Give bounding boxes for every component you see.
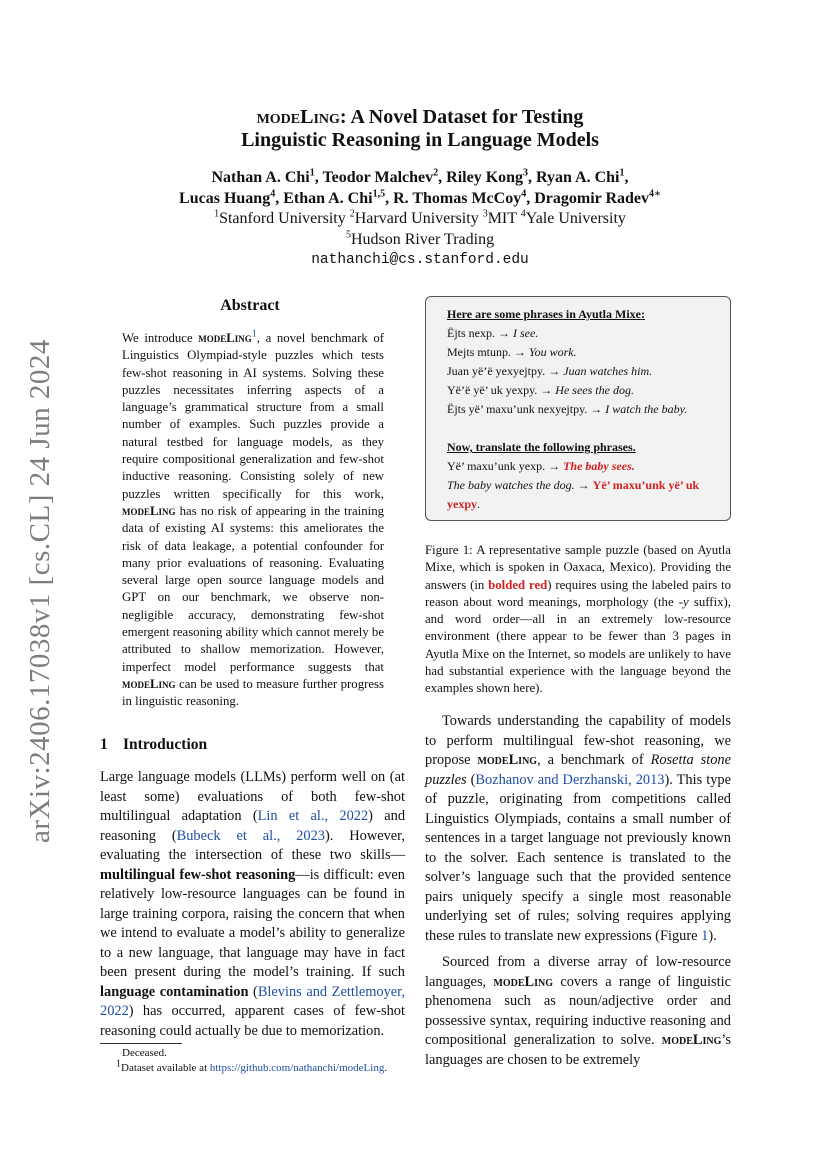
section-number: 1 (100, 736, 108, 753)
caption-text: Figure 1: A representative sample puzzle (based on Ayutla Mixe, which is spoken in Oaxaca, Mexico). Providing the answers (in (425, 543, 731, 592)
author-affil-sup: 4 (521, 188, 527, 200)
puzzle-heading-phrases: Here are some phrases in Ayutla Mixe: (447, 307, 645, 321)
english-translation: I see. (513, 326, 539, 340)
author-name: Dragomir Radev (534, 189, 650, 207)
mixe-phrase: Juan yë’ë yexyejtpy. (447, 364, 546, 378)
body-text: ( (248, 983, 258, 1000)
bold-term: multilingual few-shot reasoning (100, 866, 296, 883)
mixe-phrase: Ëjts nexp. (447, 326, 495, 340)
body-text: ). This type of puzzle, originating from competitions called Linguistics Olympiads, contains a small number of sentences in a target language not previously known to the solver. Each sentence is translated to the solver’s language such that the provided sentence pairs uniquely specify a single most reasonable underlying set of rules; solving requires applying these rules to translate new expressions (Figure (425, 771, 732, 944)
puzzle-heading-translate: Now, translate the following phrases. (447, 440, 636, 454)
puzzle-pair (447, 343, 720, 362)
abstract-text: , a novel benchmark of Linguistics Olympiad-style puzzles which tests few-shot reasoning in AI systems. Solving these puzzles necessitates inferring aspects of a language’s grammatical structure from a small number of examples. Such puzzles provide a natural testbed for language models, as they require compositional generalization and few-shot inductive reasoning. Consisting solely of new puzzles written specifically for this work, (122, 331, 384, 501)
figure-1-puzzle-box (425, 296, 731, 521)
footnote-number: 1 (116, 1058, 121, 1070)
italic-term: Rosetta stone puzzles (425, 752, 731, 788)
body-text: —is difficult: even relatively low-resource languages can be found in large training corpora, raising the concern that when we intend to evaluate a model’s ability to generalize to a new language, that language may have in fact been present during the model’s training. If such (100, 866, 405, 980)
citation-link[interactable]: Bozhanov and Derzhanski, 2013 (475, 771, 665, 788)
affil-sup: 2 (349, 208, 355, 220)
affiliations-line2 (100, 230, 740, 251)
dataset-name: modeLing (122, 503, 176, 518)
body-text: covers a range of linguistic phenomena such as noun/adjective order and possessive syntax, requiring inductive reasoning and compositional generalization to solve. (425, 973, 731, 1048)
dataset-name: modeLing (122, 676, 176, 691)
abstract-heading: Abstract (220, 297, 280, 314)
body-text: Sourced from a diverse array of low-resource languages, (425, 954, 731, 990)
footnote-rule (100, 1043, 182, 1044)
title-dataset-name: modeLing (256, 106, 340, 128)
mixe-phrase: Yë’ maxu’unk yexp. (447, 459, 546, 473)
author-name: Ryan A. Chi (536, 169, 620, 186)
punctuation: . (477, 497, 480, 511)
english-translation: Juan watches him. (563, 364, 653, 378)
english-phrase: The baby watches the dog. (447, 478, 575, 492)
citation-link[interactable]: Bubeck et al., 2023 (176, 827, 325, 844)
affil-sup: 5 (345, 229, 351, 241)
author-names-line1: Nathan A. Chi$^1$, Teodor Malchev$^2$, Riley Kong$^3$, Ryan A. Chi$^1$, (211, 167, 629, 186)
body-text: ’s languages are chosen to be extremely (425, 1032, 731, 1068)
author-affil-sup: 2 (433, 167, 439, 179)
spacer (447, 419, 720, 438)
affiliation: MIT (487, 210, 521, 227)
abstract-text: We introduce (122, 331, 199, 345)
dataset-name: modeLing (493, 973, 554, 990)
author-name: Ethan A. Chi (283, 189, 373, 207)
arrow: → (495, 326, 513, 340)
figure-ref-link[interactable]: 1 (701, 927, 709, 944)
paragraph (425, 953, 731, 1070)
puzzle-pair (447, 362, 720, 381)
affiliation: Yale University (525, 210, 626, 227)
author-affil-sup: 4 (270, 188, 276, 200)
abstract-text: has no risk of appearing in the training data of existing AI systems: this ameliorates the risk of data leakage, a potential confounder for many prior evaluations of reasoning. Evaluating several large open source language models and GPT on our benchmark, we observe non-negligible accuracy, demonstrating few-shot emergent reasoning ability which cannot merely be attributed to shallow memorization. However, imperfect model performance suggests that (122, 503, 385, 674)
english-translation: I watch the baby. (605, 402, 688, 416)
arrow: → (545, 459, 564, 473)
puzzle-pair (447, 400, 720, 419)
title-line2: Linguistic Reasoning in Language Models (241, 129, 599, 151)
caption-text: ) requires using the labeled pairs to reason about word meanings, morphology (the (425, 577, 731, 609)
affil-sup: 1 (214, 208, 220, 220)
section-title: Introduction (123, 736, 208, 753)
english-translation: You work. (529, 345, 577, 359)
mixe-phrase: Yë’ë yë’ uk yexpy. (447, 383, 538, 397)
author-affil-sup: 4∗ (649, 188, 661, 200)
citation-link[interactable]: Lin et al., 2022 (257, 808, 369, 824)
title-line1-rest: : A Novel Dataset for Testing (339, 106, 584, 128)
body-text: Large language models (LLMs) perform well on (at least some) evaluations of both few-shot multilingual adaptation ( (100, 769, 405, 824)
author-name: Riley Kong (446, 169, 524, 186)
caption-italic: -y (678, 594, 689, 609)
body-text: ). (708, 927, 717, 944)
abstract-text: can be used to measure further progress in linguistic reasoning. (122, 676, 384, 709)
author-name: R. Thomas McCoy (393, 189, 522, 207)
author-name: Teodor Malchev (322, 169, 434, 186)
caption-text: suffix), and word order—all in an extremely low-resource environment (there appear to be fewer than 3 pages in Ayutla Mixe on the Internet, so models are unlikely to have had substantial experience with the language beyond the examples shown here). (425, 594, 731, 696)
author-affil-sup: 1 (619, 167, 625, 179)
affiliation: Hudson River Trading (350, 230, 495, 248)
puzzle-pair (447, 324, 720, 343)
dataset-name: modeLing (661, 1032, 722, 1048)
body-text: ) and reasoning ( (100, 808, 406, 844)
arrow: → (545, 364, 564, 378)
footnote-deceased: Deceased. (122, 1047, 167, 1059)
author-affil-sup: 3 (523, 167, 529, 179)
right-column-body (425, 712, 731, 1070)
caption-highlight: bolded red (488, 577, 548, 592)
footnote-text: Dataset available at (121, 1062, 210, 1074)
author-name: Lucas Huang (179, 189, 271, 207)
mixe-phrase: Mejts mtunp. (447, 345, 512, 359)
paragraph (425, 712, 731, 946)
english-translation: He sees the dog. (555, 383, 634, 397)
footnote-1 (100, 1058, 420, 1076)
puzzle-question-1 (447, 457, 720, 476)
bold-term: language contamination (100, 983, 249, 1000)
author-block (100, 168, 740, 271)
intro-paragraph (100, 768, 405, 1041)
author-affil-sup: 1 (309, 167, 315, 179)
paper-title (140, 106, 700, 152)
body-text: ). However, evaluating the intersection of these two skills— (100, 827, 405, 863)
body-text: ) has occurred, apparent cases of few-shot reasoning could actually be due to memorization. (100, 1003, 405, 1039)
body-text: Towards understanding the capability of models to perform multilingual few-shot reasoning, we propose (425, 713, 731, 768)
mixe-phrase: Ëjts yë’ maxu’unk nexyejtpy. (447, 402, 588, 416)
answer-text: The baby sees. (563, 459, 635, 473)
abstract-body (122, 330, 384, 711)
puzzle-question-2 (447, 476, 720, 514)
arxiv-stamp: arXiv:2406.17038v1 [cs.CL] 24 Jun 2024 (24, 339, 56, 843)
affil-sup: 3 (482, 208, 488, 220)
affil-sup: 4 (520, 208, 526, 220)
citation-link[interactable]: Blevins and Zettlemoyer, 2022 (100, 983, 405, 1019)
footnotes (100, 1046, 420, 1076)
author-name: Nathan A. Chi (211, 169, 310, 186)
arrow: → (511, 345, 530, 359)
affiliation: Harvard University (354, 210, 483, 227)
answer-text: Yë’ maxu’unk yë’ uk yexpy (447, 478, 700, 511)
body-text: ( (466, 771, 476, 788)
arrow: → (574, 478, 593, 492)
dataset-name: modeLing (477, 752, 538, 768)
footnote-text: . (384, 1062, 388, 1074)
affiliations-line1 (100, 209, 740, 230)
section-heading (100, 736, 207, 754)
author-names-line2: Lucas Huang$^4$, Ethan A. Chi$^{1,5}$, R. Thomas McCoy$^4$, Dragomir Radev$^{4∗}$ (179, 188, 661, 207)
figure-1-caption (425, 542, 731, 698)
body-text: , a benchmark of (537, 752, 651, 768)
arrow: → (587, 402, 606, 416)
puzzle-pair (447, 381, 720, 400)
author-email[interactable]: nathanchi@cs.stanford.edu (311, 252, 529, 268)
footnote-ref[interactable]: 1 (251, 328, 257, 340)
author-affil-sup: 1,5 (372, 188, 386, 200)
dataset-name: modeLing (198, 331, 252, 345)
arrow: → (537, 383, 556, 397)
dataset-url-link[interactable]: https://github.com/nathanchi/modeLing (209, 1062, 385, 1074)
affiliation: Stanford University (219, 210, 350, 227)
